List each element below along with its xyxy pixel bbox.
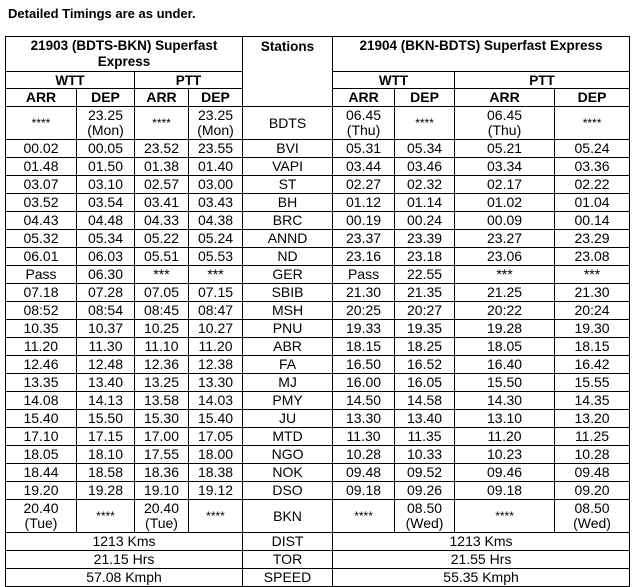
cell: *** xyxy=(135,266,189,284)
station-cell: BKN xyxy=(243,500,333,533)
stations-header: Stations xyxy=(243,37,333,107)
table-row xyxy=(6,428,630,446)
cell: 04.38 xyxy=(189,212,243,230)
cell: 02.17 xyxy=(455,176,555,194)
cell: 22.55 xyxy=(395,266,455,284)
col-header-arr: ARR xyxy=(333,89,395,107)
cell: 14.50 xyxy=(333,392,395,410)
table-row xyxy=(6,374,630,392)
summary-row-dist xyxy=(6,533,630,551)
cell: 23.27 xyxy=(455,230,555,248)
table-row xyxy=(6,140,630,158)
cell: 03.10 xyxy=(77,176,135,194)
cell: 01.40 xyxy=(189,158,243,176)
table-row xyxy=(6,158,630,176)
cell: 14.30 xyxy=(455,392,555,410)
cell: 23.08 xyxy=(555,248,630,266)
cell: 10.27 xyxy=(189,320,243,338)
table-row xyxy=(6,482,630,500)
station-cell: JU xyxy=(243,410,333,428)
cell xyxy=(555,500,630,533)
cell: 03.46 xyxy=(395,158,455,176)
cell: **** xyxy=(77,500,135,533)
cell: Pass xyxy=(6,266,77,284)
cell: 16.00 xyxy=(333,374,395,392)
table-row xyxy=(6,284,630,302)
summary-down-value: 1213 Kms xyxy=(333,533,630,551)
cell: 01.48 xyxy=(6,158,77,176)
cell: 05.21 xyxy=(455,140,555,158)
cell: 18.05 xyxy=(455,338,555,356)
cell: **** xyxy=(395,107,455,140)
table-row xyxy=(6,194,630,212)
cell: 03.07 xyxy=(6,176,77,194)
table-row xyxy=(6,464,630,482)
cell: 11.35 xyxy=(395,428,455,446)
station-cell: BVI xyxy=(243,140,333,158)
cell: 09.48 xyxy=(555,464,630,482)
cell-time: 23.25 xyxy=(87,107,124,123)
cell: 13.35 xyxy=(6,374,77,392)
cell: 20:25 xyxy=(333,302,395,320)
cell: 03.41 xyxy=(135,194,189,212)
cell: 03.43 xyxy=(189,194,243,212)
cell: 19.30 xyxy=(555,320,630,338)
cell: 15.30 xyxy=(135,410,189,428)
cell: 17.55 xyxy=(135,446,189,464)
cell: *** xyxy=(455,266,555,284)
summary-row-speed xyxy=(6,569,630,587)
cell-day: (Tue) xyxy=(145,515,178,531)
cell: 16.05 xyxy=(395,374,455,392)
cell: 00.14 xyxy=(555,212,630,230)
cell: 01.02 xyxy=(455,194,555,212)
station-cell: BDTS xyxy=(243,107,333,140)
page-heading: Detailed Timings are as under. xyxy=(8,6,196,21)
cell: 18.15 xyxy=(333,338,395,356)
cell: 19.28 xyxy=(77,482,135,500)
cell: 00.24 xyxy=(395,212,455,230)
cell: 15.50 xyxy=(455,374,555,392)
cell xyxy=(77,107,135,140)
summary-up-value: 21.15 Hrs xyxy=(6,551,243,569)
cell: 09.20 xyxy=(555,482,630,500)
col-header-dep: DEP xyxy=(395,89,455,107)
cell: 16.52 xyxy=(395,356,455,374)
cell: 18.15 xyxy=(555,338,630,356)
cell: 15.40 xyxy=(6,410,77,428)
cell: 11.30 xyxy=(333,428,395,446)
cell xyxy=(135,500,189,533)
cell: 11.10 xyxy=(135,338,189,356)
cell: 09.18 xyxy=(333,482,395,500)
col-header-dep: DEP xyxy=(189,89,243,107)
cell: 18.25 xyxy=(395,338,455,356)
station-cell: MTD xyxy=(243,428,333,446)
cell: 14.13 xyxy=(77,392,135,410)
table-row xyxy=(6,356,630,374)
cell-time: 06.45 xyxy=(346,107,382,123)
cell: 17.10 xyxy=(6,428,77,446)
cell: 21.30 xyxy=(555,284,630,302)
cell: 13.10 xyxy=(455,410,555,428)
cell: 23.52 xyxy=(135,140,189,158)
cell: 02.32 xyxy=(395,176,455,194)
table-row xyxy=(6,338,630,356)
cell-day: (Wed) xyxy=(405,515,444,531)
cell xyxy=(455,107,555,140)
cell: 12.48 xyxy=(77,356,135,374)
cell: 20:22 xyxy=(455,302,555,320)
cell: 20:27 xyxy=(395,302,455,320)
cell: **** xyxy=(333,500,395,533)
cell: *** xyxy=(189,266,243,284)
cell-time: 20.40 xyxy=(23,500,59,516)
cell: 21.25 xyxy=(455,284,555,302)
col-header-arr: ARR xyxy=(6,89,77,107)
cell: 03.52 xyxy=(6,194,77,212)
table-row xyxy=(6,176,630,194)
cell: 12.36 xyxy=(135,356,189,374)
cell-time: 23.25 xyxy=(197,107,234,123)
cell: 06.30 xyxy=(77,266,135,284)
cell: 05.32 xyxy=(6,230,77,248)
cell: 15.50 xyxy=(77,410,135,428)
cell: 10.37 xyxy=(77,320,135,338)
cell: 23.29 xyxy=(555,230,630,248)
cell-day: (Wed) xyxy=(573,515,611,531)
cell: 23.06 xyxy=(455,248,555,266)
train-down-title: 21904 (BKN-BDTS) Superfast Express xyxy=(333,37,630,72)
cell: 03.00 xyxy=(189,176,243,194)
cell: 18.00 xyxy=(189,446,243,464)
cell: 00.19 xyxy=(333,212,395,230)
train-up-title: 21903 (BDTS-BKN) Superfast Express xyxy=(6,37,243,72)
cell-day: (Mon) xyxy=(87,122,124,138)
cell: 23.39 xyxy=(395,230,455,248)
cell: 03.36 xyxy=(555,158,630,176)
cell: 05.51 xyxy=(135,248,189,266)
station-cell: ST xyxy=(243,176,333,194)
cell: 19.35 xyxy=(395,320,455,338)
cell-time: 08.50 xyxy=(574,500,610,516)
cell: Pass xyxy=(333,266,395,284)
cell: 16.40 xyxy=(455,356,555,374)
col-header-arr: ARR xyxy=(135,89,189,107)
cell: 04.48 xyxy=(77,212,135,230)
station-cell: DSO xyxy=(243,482,333,500)
table-row xyxy=(6,302,630,320)
cell: 01.50 xyxy=(77,158,135,176)
cell: 08:54 xyxy=(77,302,135,320)
cell: 13.20 xyxy=(555,410,630,428)
cell: 10.28 xyxy=(555,446,630,464)
cell: 05.24 xyxy=(189,230,243,248)
cell: 11.20 xyxy=(455,428,555,446)
col-header-dep: DEP xyxy=(77,89,135,107)
cell xyxy=(333,107,395,140)
col-header-dep: DEP xyxy=(555,89,630,107)
cell-time: 20.40 xyxy=(143,500,180,516)
cell: 18.10 xyxy=(77,446,135,464)
cell: 04.43 xyxy=(6,212,77,230)
cell: 10.28 xyxy=(333,446,395,464)
station-cell: FA xyxy=(243,356,333,374)
cell: 08:52 xyxy=(6,302,77,320)
cell: 10.35 xyxy=(6,320,77,338)
cell: **** xyxy=(555,107,630,140)
summary-label: TOR xyxy=(243,551,333,569)
cell-day: (Tue) xyxy=(24,515,58,531)
station-cell: NOK xyxy=(243,464,333,482)
station-cell: VAPI xyxy=(243,158,333,176)
summary-row-tor xyxy=(6,551,630,569)
cell: 17.00 xyxy=(135,428,189,446)
cell: 05.34 xyxy=(395,140,455,158)
cell: 16.42 xyxy=(555,356,630,374)
cell: 09.48 xyxy=(333,464,395,482)
cell: 11.20 xyxy=(189,338,243,356)
summary-label: DIST xyxy=(243,533,333,551)
cell: 03.54 xyxy=(77,194,135,212)
cell: 18.36 xyxy=(135,464,189,482)
cell: 01.14 xyxy=(395,194,455,212)
cell: 14.08 xyxy=(6,392,77,410)
cell: 11.20 xyxy=(6,338,77,356)
cell: 19.12 xyxy=(189,482,243,500)
col-header-arr: ARR xyxy=(455,89,555,107)
cell: 17.15 xyxy=(77,428,135,446)
cell: 09.46 xyxy=(455,464,555,482)
cell: 13.30 xyxy=(333,410,395,428)
station-cell: NGO xyxy=(243,446,333,464)
cell: 15.55 xyxy=(555,374,630,392)
cell xyxy=(6,500,77,533)
station-cell: SBIB xyxy=(243,284,333,302)
station-cell: ND xyxy=(243,248,333,266)
cell: 23.37 xyxy=(333,230,395,248)
cell: **** xyxy=(6,107,77,140)
table-row xyxy=(6,266,630,284)
cell: 08:45 xyxy=(135,302,189,320)
cell: 05.22 xyxy=(135,230,189,248)
cell: 18.58 xyxy=(77,464,135,482)
table-row xyxy=(6,392,630,410)
cell: 09.18 xyxy=(455,482,555,500)
station-cell: PNU xyxy=(243,320,333,338)
summary-down-value: 55.35 Kmph xyxy=(333,569,630,587)
table-row xyxy=(6,212,630,230)
timetable xyxy=(5,36,630,587)
station-cell: PMY xyxy=(243,392,333,410)
cell xyxy=(189,107,243,140)
cell: 03.44 xyxy=(333,158,395,176)
cell: 05.53 xyxy=(189,248,243,266)
cell: 04.33 xyxy=(135,212,189,230)
cell: 19.28 xyxy=(455,320,555,338)
cell: 13.58 xyxy=(135,392,189,410)
cell: 07.28 xyxy=(77,284,135,302)
cell xyxy=(395,500,455,533)
cell: 07.05 xyxy=(135,284,189,302)
summary-up-value: 1213 Kms xyxy=(6,533,243,551)
table-row xyxy=(6,320,630,338)
station-cell: BRC xyxy=(243,212,333,230)
station-cell: ANND xyxy=(243,230,333,248)
cell: 00.02 xyxy=(6,140,77,158)
cell: 12.38 xyxy=(189,356,243,374)
cell: 14.03 xyxy=(189,392,243,410)
cell: 08:47 xyxy=(189,302,243,320)
cell: 09.26 xyxy=(395,482,455,500)
cell: 01.12 xyxy=(333,194,395,212)
cell: 11.25 xyxy=(555,428,630,446)
cell: 00.09 xyxy=(455,212,555,230)
cell: 20:24 xyxy=(555,302,630,320)
cell: 13.25 xyxy=(135,374,189,392)
cell: 00.05 xyxy=(77,140,135,158)
cell: 10.33 xyxy=(395,446,455,464)
cell: 15.40 xyxy=(189,410,243,428)
cell: 05.24 xyxy=(555,140,630,158)
cell: 06.01 xyxy=(6,248,77,266)
cell-time: 06.45 xyxy=(487,107,523,123)
cell: 01.38 xyxy=(135,158,189,176)
cell: 19.10 xyxy=(135,482,189,500)
cell: 05.34 xyxy=(77,230,135,248)
summary-up-value: 57.08 Kmph xyxy=(6,569,243,587)
cell: **** xyxy=(135,107,189,140)
cell-day: (Thu) xyxy=(346,122,381,138)
cell: 17.05 xyxy=(189,428,243,446)
cell: 02.22 xyxy=(555,176,630,194)
table-row xyxy=(6,410,630,428)
cell: 07.18 xyxy=(6,284,77,302)
summary-down-value: 21.55 Hrs xyxy=(333,551,630,569)
cell: 21.30 xyxy=(333,284,395,302)
cell: 12.46 xyxy=(6,356,77,374)
cell: 13.30 xyxy=(189,374,243,392)
cell: 18.05 xyxy=(6,446,77,464)
cell-day: (Thu) xyxy=(487,122,522,138)
cell: 19.33 xyxy=(333,320,395,338)
cell: 19.20 xyxy=(6,482,77,500)
summary-label: SPEED xyxy=(243,569,333,587)
station-cell: GER xyxy=(243,266,333,284)
table-row-destination xyxy=(6,500,630,533)
cell: 23.55 xyxy=(189,140,243,158)
cell: 02.27 xyxy=(333,176,395,194)
cell: 14.35 xyxy=(555,392,630,410)
station-cell: BH xyxy=(243,194,333,212)
cell: 13.40 xyxy=(395,410,455,428)
cell: 05.31 xyxy=(333,140,395,158)
cell: 03.34 xyxy=(455,158,555,176)
up-ptt-header: PTT xyxy=(135,72,243,89)
cell: 10.23 xyxy=(455,446,555,464)
cell: *** xyxy=(555,266,630,284)
cell: 14.58 xyxy=(395,392,455,410)
table-row-origin xyxy=(6,107,630,140)
table-row xyxy=(6,248,630,266)
cell: 18.38 xyxy=(189,464,243,482)
up-wtt-header: WTT xyxy=(6,72,135,89)
table-row xyxy=(6,446,630,464)
cell: 06.03 xyxy=(77,248,135,266)
cell: 01.04 xyxy=(555,194,630,212)
cell: 02.57 xyxy=(135,176,189,194)
table-row xyxy=(6,230,630,248)
station-cell: ABR xyxy=(243,338,333,356)
cell-time: 08.50 xyxy=(407,500,443,516)
station-cell: MJ xyxy=(243,374,333,392)
cell-day: (Mon) xyxy=(197,122,234,138)
cell: 21.35 xyxy=(395,284,455,302)
cell: 16.50 xyxy=(333,356,395,374)
cell: 18.44 xyxy=(6,464,77,482)
cell: 13.40 xyxy=(77,374,135,392)
cell: **** xyxy=(189,500,243,533)
cell: 09.52 xyxy=(395,464,455,482)
cell: 23.16 xyxy=(333,248,395,266)
cell: 07.15 xyxy=(189,284,243,302)
down-ptt-header: PTT xyxy=(455,72,630,89)
station-cell: MSH xyxy=(243,302,333,320)
cell: 23.18 xyxy=(395,248,455,266)
cell: 11.30 xyxy=(77,338,135,356)
down-wtt-header: WTT xyxy=(333,72,455,89)
cell: **** xyxy=(455,500,555,533)
cell: 10.25 xyxy=(135,320,189,338)
